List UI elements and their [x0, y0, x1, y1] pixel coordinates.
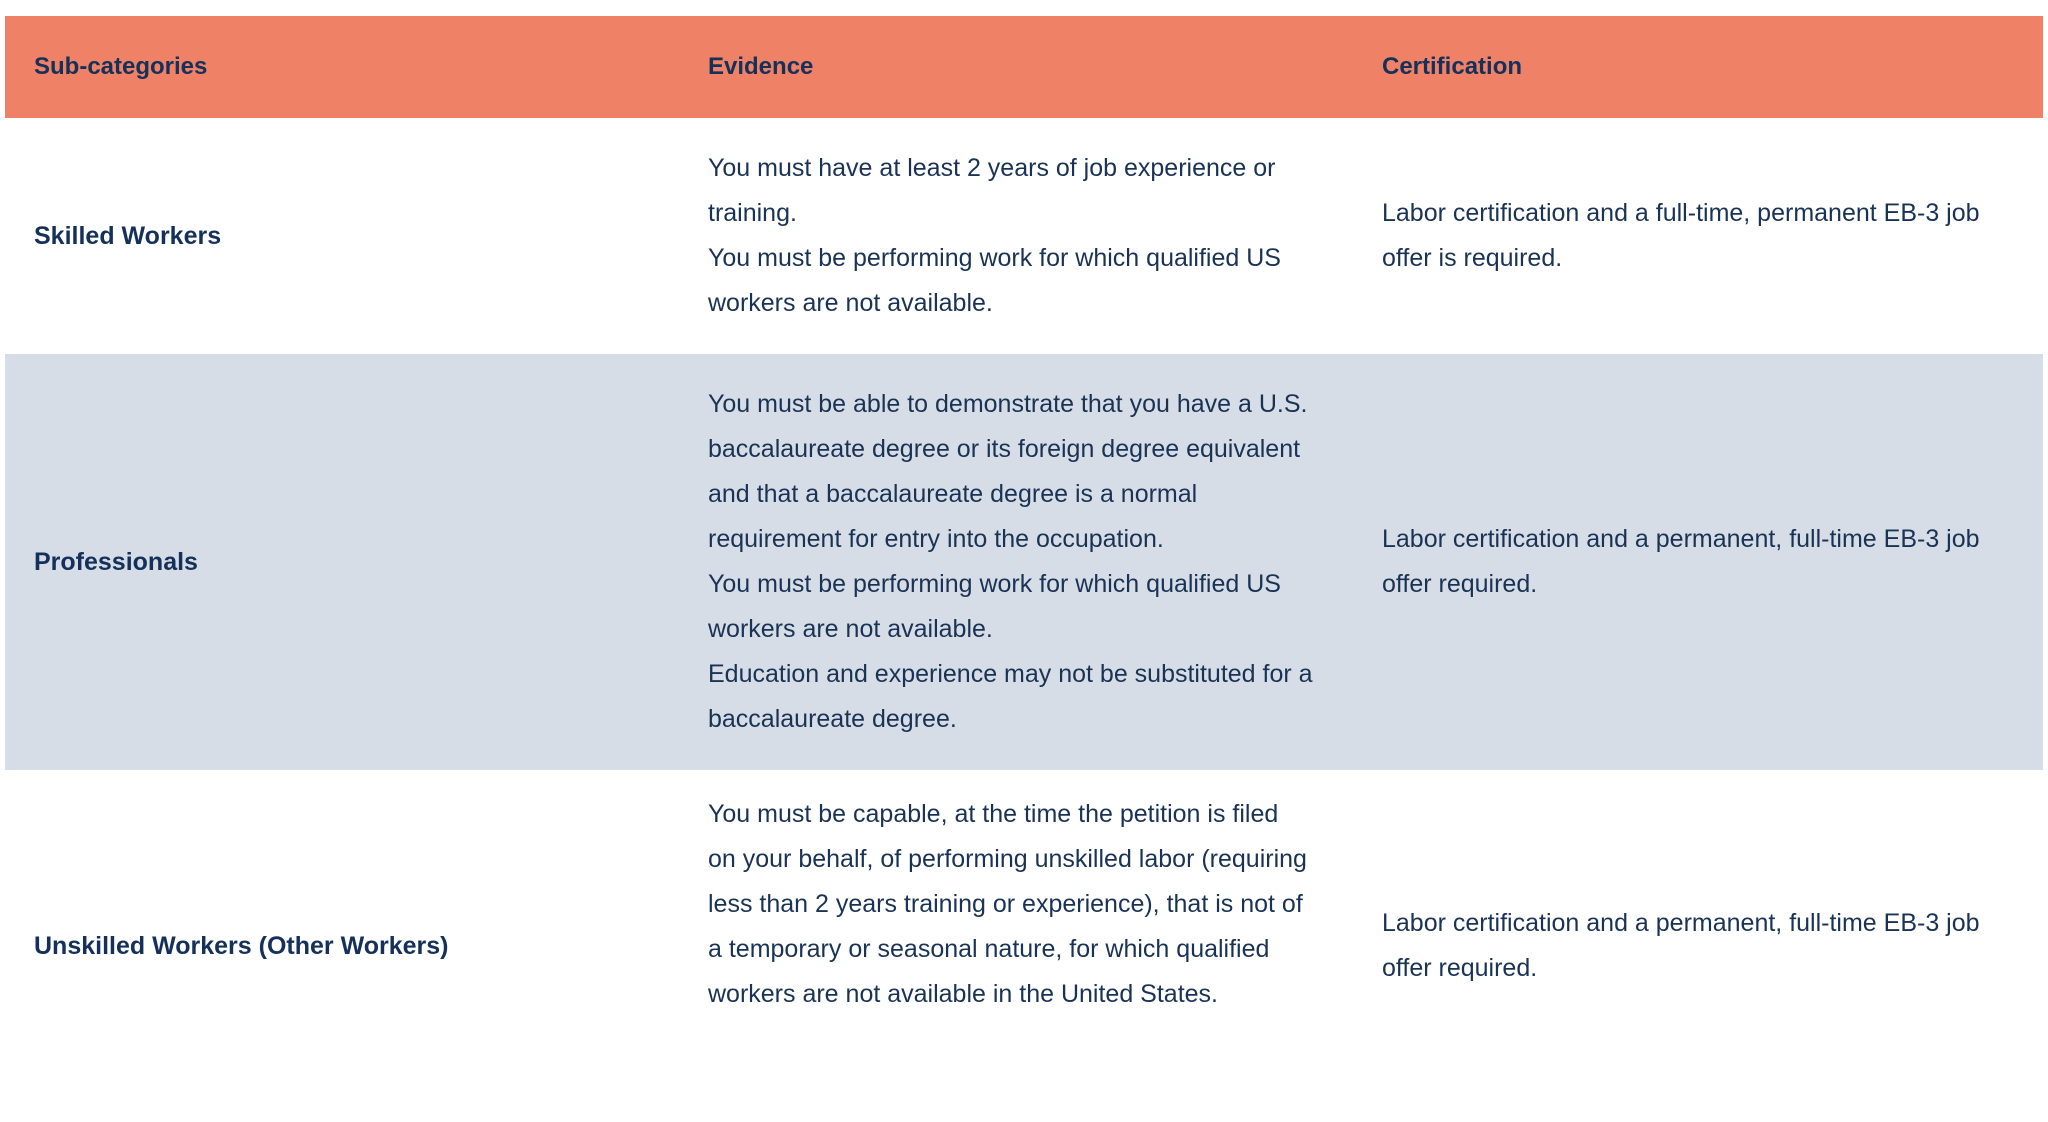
certification-cell: Labor certification and a full-time, permanent EB-3 job offer is required. [1382, 199, 1980, 272]
evidence-cell [679, 354, 1353, 770]
evidence-text: You must have at least 2 years of job experience or training. [708, 154, 1276, 227]
evidence-text: You must be performing work for which qualified US workers are not available. [708, 244, 1281, 317]
table-header-row [5, 16, 2043, 118]
category-cell: Professionals [34, 547, 198, 576]
category-cell: Unskilled Workers (Other Workers) [34, 931, 449, 960]
column-header-subcategories: Sub-categories [34, 53, 208, 80]
eb3-subcategories-table-container [5, 16, 2043, 1122]
column-header-evidence: Evidence [708, 53, 814, 80]
evidence-cell [679, 770, 1353, 1122]
table-header [5, 16, 2043, 118]
evidence-text: You must be capable, at the time the petition is filed on your behalf, of performing unskilled labor (requiring less than 2 years training or experience), that is not of a temporary or seasonal nature, for which qualified workers are not available in the United States. [708, 800, 1307, 1008]
table-row [5, 354, 2043, 770]
table-body [5, 118, 2043, 1122]
evidence-text: Education and experience may not be substituted for a baccalaureate degree. [708, 660, 1313, 733]
evidence-text: You must be performing work for which qualified US workers are not available. [708, 570, 1281, 643]
table-row [5, 770, 2043, 1122]
evidence-text: You must be able to demonstrate that you have a U.S. baccalaureate degree or its foreign degree equivalent and that a baccalaureate degree is a normal requirement for entry into the occupation. [708, 390, 1308, 553]
evidence-cell [679, 118, 1353, 354]
certification-cell: Labor certification and a permanent, full-time EB-3 job offer required. [1382, 525, 1980, 598]
certification-cell: Labor certification and a permanent, full-time EB-3 job offer required. [1382, 909, 1980, 982]
table-row [5, 118, 2043, 354]
column-header-certification: Certification [1382, 53, 1523, 80]
category-cell: Skilled Workers [34, 221, 222, 250]
eb3-subcategories-table [5, 16, 2043, 1122]
evidence-clip [708, 792, 1313, 1100]
